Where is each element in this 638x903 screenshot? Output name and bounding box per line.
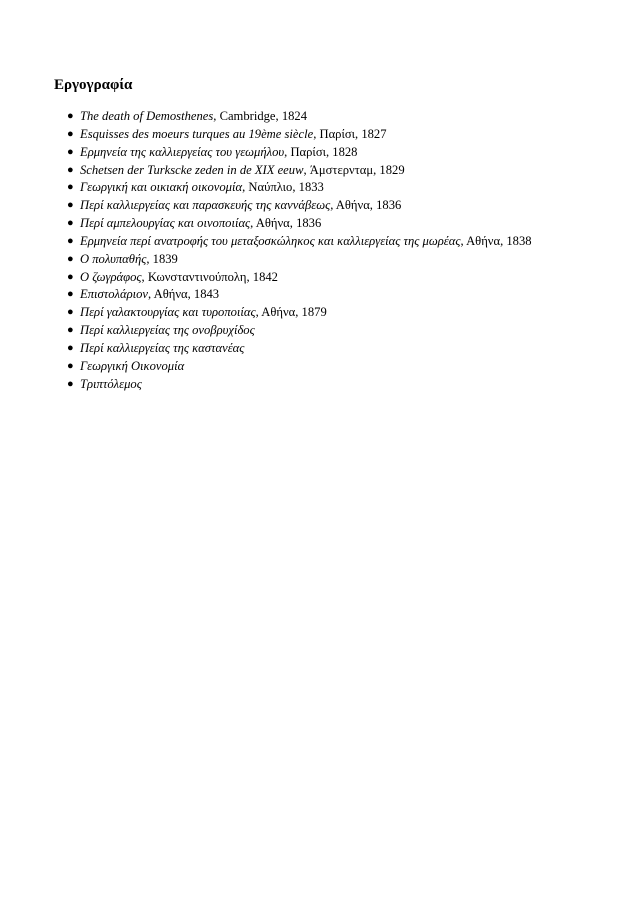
work-entry xyxy=(80,322,255,340)
work-entry xyxy=(80,144,357,162)
list-item xyxy=(0,144,638,162)
bullet-icon: ● xyxy=(67,377,74,390)
bullet-icon: ● xyxy=(67,252,74,265)
work-entry xyxy=(80,340,244,358)
work-title: Περί γαλακτουργίας και τυροποιίας xyxy=(80,305,256,320)
bullet-icon: ● xyxy=(67,359,74,372)
bullet-icon: ● xyxy=(67,306,74,319)
work-details: , Αθήνα, 1836 xyxy=(330,198,402,213)
list-item xyxy=(0,179,638,197)
bullet-icon: ● xyxy=(67,127,74,140)
work-entry xyxy=(80,286,219,304)
work-details: , Παρίσι, 1828 xyxy=(284,144,358,159)
work-entry xyxy=(80,197,401,215)
bullet-icon: ● xyxy=(67,288,74,301)
work-details: , Άμστερνταμ, 1829 xyxy=(303,162,405,177)
work-title: Περί καλλιεργείας της καστανέας xyxy=(80,340,245,355)
bullet-icon: ● xyxy=(67,270,74,283)
works-list xyxy=(0,108,638,394)
work-entry xyxy=(80,304,327,322)
list-item xyxy=(0,269,638,287)
bullet-icon: ● xyxy=(67,181,74,194)
work-details: , Cambridge, 1824 xyxy=(213,109,308,123)
work-title: The death of Demosthenes xyxy=(80,109,214,123)
work-details: , Αθήνα, 1879 xyxy=(255,305,327,320)
bullet-icon: ● xyxy=(67,145,74,158)
work-title: Περί καλλιεργείας της ονοβρυχίδος xyxy=(80,323,255,338)
work-title: Γεωργική και οικιακή οικονομία xyxy=(80,180,243,195)
bullet-icon: ● xyxy=(67,217,74,230)
work-details: , Αθήνα, 1843 xyxy=(148,287,220,302)
work-title: Επιστολάριον xyxy=(80,287,149,302)
list-item xyxy=(0,126,638,144)
list-item xyxy=(0,358,638,376)
work-entry xyxy=(80,269,278,287)
bullet-icon: ● xyxy=(67,163,74,176)
bullet-icon: ● xyxy=(67,110,74,122)
list-item xyxy=(0,376,638,394)
bullet-icon: ● xyxy=(67,199,74,212)
work-entry xyxy=(80,179,324,197)
bullet-icon: ● xyxy=(67,341,74,354)
work-title: Ερμηνεία περί ανατροφής του μεταξοσκώληκος και καλλιεργείας της μωρέας xyxy=(80,233,461,248)
work-entry xyxy=(80,126,387,144)
work-entry xyxy=(80,251,178,269)
section-heading: Εργογραφία xyxy=(54,77,133,93)
list-item xyxy=(0,108,638,126)
list-item xyxy=(0,322,638,340)
list-item xyxy=(0,162,638,180)
work-title: Ερμηνεία της καλλιεργείας του γεωμήλου xyxy=(80,144,285,159)
work-details: , Αθήνα, 1836 xyxy=(250,216,322,231)
work-title: Schetsen der Turkscke zeden in de XIX eeuw xyxy=(80,162,304,177)
work-title: Περί καλλιεργείας και παρασκευής της καννάβεως xyxy=(80,198,331,213)
work-entry xyxy=(80,376,142,394)
list-item xyxy=(0,304,638,322)
work-details: , 1839 xyxy=(146,251,178,266)
work-title: Περί αμπελουργίας και οινοποιίας xyxy=(80,216,251,231)
work-title: Ο πολυπαθής xyxy=(80,251,147,266)
work-title: Ο ζωγράφος xyxy=(80,269,142,284)
work-entry xyxy=(80,162,405,180)
work-title: Τριπτόλεμος xyxy=(80,376,142,391)
list-item xyxy=(0,286,638,304)
work-details: , Ναύπλιο, 1833 xyxy=(242,180,324,195)
list-item xyxy=(0,233,638,251)
work-entry xyxy=(80,233,532,251)
work-entry xyxy=(80,108,307,126)
bullet-icon: ● xyxy=(67,324,74,337)
work-title: Γεωργική Οικονομία xyxy=(80,358,185,373)
work-entry xyxy=(80,358,184,376)
work-title: Esquisses des moeurs turques au 19ème siècle xyxy=(80,126,314,141)
bullet-icon: ● xyxy=(67,234,74,247)
work-details: , Αθήνα, 1838 xyxy=(460,233,532,248)
list-item xyxy=(0,340,638,358)
work-details: , Κωνσταντινούπολη, 1842 xyxy=(141,269,278,284)
list-item xyxy=(0,197,638,215)
work-details: , Παρίσι, 1827 xyxy=(313,126,387,141)
list-item xyxy=(0,251,638,269)
list-item xyxy=(0,215,638,233)
work-entry xyxy=(80,215,321,233)
